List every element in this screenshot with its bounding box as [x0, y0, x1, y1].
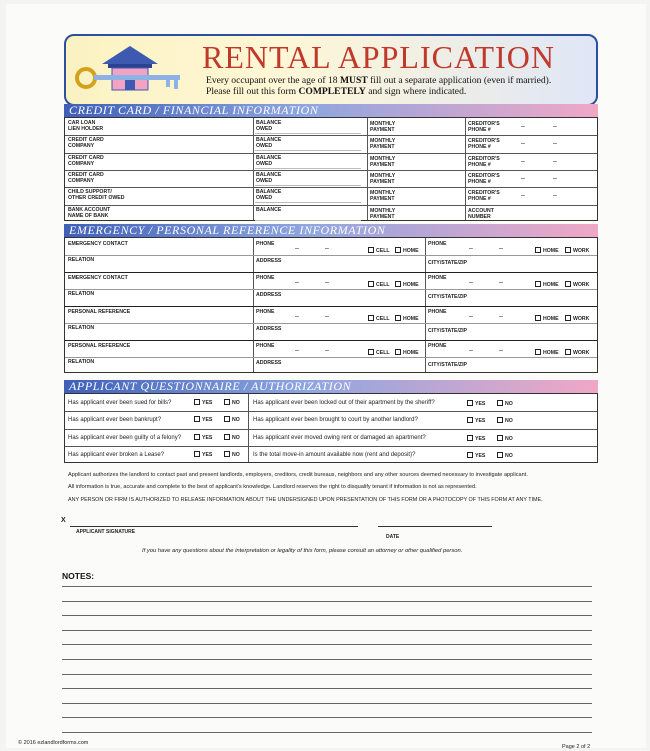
phone-dash: – — [469, 313, 473, 320]
credit-label: CREDIT CARD — [68, 154, 104, 161]
contact-name-label: PERSONAL REFERENCE — [68, 343, 131, 349]
checkbox-label: NO — [232, 400, 240, 406]
checkbox-label: HOME — [403, 350, 419, 356]
column-divider — [253, 238, 254, 372]
checkbox-label: HOME — [543, 282, 559, 288]
balance-label-2: OWED — [256, 160, 273, 167]
row-divider — [65, 153, 597, 154]
checkbox-label: YES — [475, 418, 486, 425]
checkbox-label: WORK — [573, 248, 590, 254]
checkbox-label: NO — [505, 418, 513, 425]
header-banner — [64, 34, 598, 106]
payment-label: MONTHLY — [370, 121, 396, 127]
creditor-label: CREDITOR'S — [468, 138, 500, 145]
balance-label: BALANCE — [256, 206, 282, 213]
phone-dash: – — [499, 279, 503, 286]
section-credit-header: CREDIT CARD / FINANCIAL INFORMATION — [64, 104, 598, 117]
checkbox-icon[interactable] — [467, 452, 473, 458]
phone-dash: – — [325, 347, 329, 354]
payment-label: MONTHLY — [370, 190, 396, 197]
phone-label-2: PHONE — [428, 241, 447, 247]
checkbox-label: HOME — [403, 316, 419, 322]
phone-dash: – — [553, 174, 557, 182]
payment-label: MONTHLY — [370, 207, 396, 214]
checkbox-icon[interactable] — [194, 434, 200, 440]
phone-label-2: PHONE — [428, 275, 447, 281]
balance-label-2: OWED — [256, 177, 273, 184]
checkbox-label: YES — [475, 401, 486, 407]
checkbox-label: WORK — [573, 316, 590, 322]
yes-checkbox[interactable] — [194, 416, 212, 424]
balance-label: BALANCE — [256, 120, 282, 126]
phone-label: PHONE — [256, 275, 275, 281]
question-left: Has applicant ever been guilty of a felony? — [68, 434, 182, 441]
contact-name-label: PERSONAL REFERENCE — [68, 309, 131, 315]
phone-dash: – — [553, 157, 557, 165]
checkbox-icon[interactable] — [194, 399, 200, 405]
home-checkbox[interactable] — [535, 315, 559, 323]
signature-label: APPLICANT SIGNATURE — [76, 529, 136, 535]
address-label: ADDRESS — [256, 258, 282, 264]
phone-label: PHONE — [256, 241, 275, 247]
work-checkbox[interactable] — [565, 247, 589, 255]
contact-name-label: EMERGENCY CONTACT — [68, 241, 128, 247]
checkbox-icon[interactable] — [535, 247, 541, 253]
notes-line[interactable] — [62, 717, 592, 718]
cell-checkbox[interactable] — [368, 247, 390, 255]
checkbox-label: WORK — [573, 282, 590, 288]
checkbox-label: YES — [475, 435, 486, 442]
credit-table — [64, 117, 598, 221]
relation-label: RELATION — [68, 291, 95, 297]
creditor-label: CREDITOR'S — [468, 172, 500, 179]
block-divider — [65, 272, 597, 273]
questionnaire-table — [64, 393, 598, 463]
notes-label: NOTES: — [62, 571, 95, 581]
credit-label: BANK ACCOUNT — [68, 206, 111, 213]
creditor-label-2: NUMBER — [468, 213, 491, 220]
credit-label: CREDIT CARD — [68, 171, 104, 178]
home-checkbox[interactable] — [535, 349, 559, 357]
row-divider — [65, 289, 597, 290]
row-divider — [65, 135, 597, 136]
phone-dash: – — [499, 245, 503, 252]
page-title: RENTAL APPLICATION — [202, 39, 555, 75]
checkbox-icon[interactable] — [467, 400, 473, 406]
phone-dash: – — [499, 347, 503, 354]
phone-dash: – — [521, 192, 525, 200]
payment-label-2: PAYMENT — [370, 213, 395, 220]
notes-line[interactable] — [62, 659, 592, 660]
phone-dash: – — [553, 140, 557, 148]
checkbox-label: YES — [202, 417, 213, 424]
no-checkbox[interactable] — [497, 400, 513, 408]
credit-label: CAR LOAN — [68, 120, 96, 126]
checkbox-label: YES — [202, 451, 213, 458]
payment-label: MONTHLY — [370, 138, 396, 145]
phone-label: PHONE — [256, 309, 275, 315]
row-divider — [65, 411, 597, 412]
cell-checkbox[interactable] — [368, 281, 390, 289]
balance-label: BALANCE — [256, 189, 282, 196]
home-checkbox[interactable] — [395, 315, 419, 323]
creditor-label: CREDITOR'S — [468, 155, 500, 162]
home-checkbox[interactable] — [395, 247, 419, 255]
checkbox-icon[interactable] — [497, 400, 503, 406]
creditor-label: CREDITOR'S — [468, 121, 500, 127]
creditor-label-2: PHONE # — [468, 161, 491, 168]
phone-dash: – — [521, 174, 525, 182]
page-number: Page 2 of 2 — [562, 744, 591, 750]
checkbox-icon[interactable] — [368, 247, 374, 253]
checkbox-label: YES — [202, 400, 213, 406]
balance-label-2: OWED — [256, 143, 273, 150]
row-divider — [65, 446, 597, 447]
checkbox-label: HOME — [543, 316, 559, 322]
checkbox-icon[interactable] — [224, 451, 230, 457]
balance-input[interactable] — [255, 202, 361, 203]
checkbox-label: CELL — [376, 248, 390, 254]
date-label: DATE — [386, 534, 400, 540]
notes-line[interactable] — [62, 601, 592, 602]
city-label: CITY/STATE/ZIP — [428, 294, 468, 300]
credit-label-2: OTHER CREDIT OWED — [68, 195, 125, 202]
row-divider — [65, 357, 597, 358]
credit-label: CREDIT CARD — [68, 137, 104, 144]
no-checkbox[interactable] — [224, 451, 240, 459]
yes-checkbox[interactable] — [194, 451, 212, 459]
question-right: Has applicant ever moved owing rent or damaged an apartment? — [253, 434, 426, 441]
block-divider — [65, 340, 597, 341]
checkbox-icon[interactable] — [224, 416, 230, 422]
no-checkbox[interactable] — [224, 416, 240, 424]
phone-dash: – — [325, 279, 329, 286]
notes-line[interactable] — [62, 586, 592, 587]
relation-label: RELATION — [68, 359, 95, 365]
section-emergency-header: EMERGENCY / PERSONAL REFERENCE INFORMATION — [64, 224, 598, 237]
payment-label-2: PAYMENT — [370, 178, 395, 185]
notes-line[interactable] — [62, 703, 592, 704]
phone-dash: – — [521, 157, 525, 165]
row-divider — [65, 323, 597, 324]
payment-label: MONTHLY — [370, 172, 396, 179]
checkbox-icon[interactable] — [497, 417, 503, 423]
checkbox-icon[interactable] — [497, 435, 503, 441]
payment-label-2: PAYMENT — [370, 144, 395, 151]
house-key-logo-icon — [72, 40, 192, 96]
phone-dash: – — [295, 279, 299, 286]
credit-label-2: LIEN HOLDER — [68, 126, 104, 132]
no-checkbox[interactable] — [497, 435, 513, 443]
auth-text-3: ANY PERSON OR FIRM IS AUTHORIZED TO RELEASE INFORMATION ABOUT THE UNDERSIGNED UPON PRESENTATION OF THIS FORM OR A PHOTOCOPY OF THIS FORM AT ANY TIME. — [68, 497, 543, 503]
checkbox-label: CELL — [376, 316, 390, 322]
column-divider — [425, 238, 426, 372]
credit-label: CHILD SUPPORT/ — [68, 189, 112, 196]
checkbox-label: NO — [505, 452, 513, 459]
block-divider — [65, 306, 597, 307]
question-right: Has applicant ever been brought to court by another landlord? — [253, 417, 418, 424]
balance-label: BALANCE — [256, 137, 282, 144]
notes-line[interactable] — [62, 630, 592, 631]
row-divider — [65, 429, 597, 430]
contact-table — [64, 237, 598, 373]
contact-name-label: EMERGENCY CONTACT — [68, 275, 128, 281]
payment-label: MONTHLY — [370, 155, 396, 162]
notes-line[interactable] — [62, 644, 592, 645]
signature-line[interactable] — [70, 526, 358, 527]
checkbox-label: CELL — [376, 282, 390, 288]
cell-checkbox[interactable] — [368, 349, 390, 357]
payment-label-2: PAYMENT — [370, 161, 395, 168]
checkbox-icon[interactable] — [194, 451, 200, 457]
checkbox-label: NO — [505, 435, 513, 442]
signature-x: X — [61, 517, 66, 524]
checkbox-label: NO — [505, 401, 513, 407]
phone-label-2: PHONE — [428, 309, 447, 315]
balance-input[interactable] — [255, 150, 361, 151]
phone-label: PHONE — [256, 343, 275, 349]
relation-label: RELATION — [68, 257, 95, 263]
row-divider — [65, 255, 597, 256]
checkbox-icon[interactable] — [497, 452, 503, 458]
balance-input[interactable] — [255, 168, 361, 169]
credit-label-2: COMPANY — [68, 177, 95, 184]
checkbox-icon[interactable] — [368, 281, 374, 287]
checkbox-icon[interactable] — [467, 417, 473, 423]
creditor-label-2: PHONE # — [468, 178, 491, 185]
yes-checkbox[interactable] — [467, 435, 485, 443]
credit-label-2: COMPANY — [68, 160, 95, 167]
checkbox-icon[interactable] — [565, 315, 571, 321]
creditor-label: CREDITOR'S — [468, 190, 500, 197]
address-label: ADDRESS — [256, 360, 282, 366]
phone-dash: – — [469, 245, 473, 252]
phone-dash: – — [553, 123, 557, 130]
phone-dash: – — [521, 140, 525, 148]
checkbox-icon[interactable] — [535, 349, 541, 355]
home-checkbox[interactable] — [535, 281, 559, 289]
phone-dash: – — [295, 347, 299, 354]
phone-label-2: PHONE — [428, 343, 447, 349]
checkbox-label: NO — [232, 417, 240, 424]
city-label: CITY/STATE/ZIP — [428, 362, 468, 368]
balance-input[interactable] — [255, 133, 361, 134]
yes-checkbox[interactable] — [194, 434, 212, 442]
disclaimer: If you have any questions about the interpretation or legality of this form, please consult an attorney or other qualified person. — [142, 548, 463, 554]
instructions: Every occupant over the age of 18 MUST fill out a separate application (even if married). Please fill out this form COMPLETELY and sign where indicated. — [206, 75, 552, 97]
question-left: Has applicant ever been bankrupt? — [68, 417, 162, 424]
yes-checkbox[interactable] — [467, 417, 485, 425]
checkbox-icon[interactable] — [565, 349, 571, 355]
notes-line[interactable] — [62, 674, 592, 675]
home-checkbox[interactable] — [395, 349, 419, 357]
notes-line[interactable] — [62, 732, 592, 733]
auth-text-1: Applicant authorizes the landlord to contact past and present landlords, employers, creditors, credit bureaus, neighbors and any other sources deemed necessary to investigate applicant. — [68, 472, 528, 478]
home-checkbox[interactable] — [535, 247, 559, 255]
cell-checkbox[interactable] — [368, 315, 390, 323]
checkbox-icon[interactable] — [395, 281, 401, 287]
row-divider — [65, 187, 597, 188]
row-divider — [65, 170, 597, 171]
checkbox-label: HOME — [403, 248, 419, 254]
checkbox-label: YES — [475, 452, 486, 459]
yes-checkbox[interactable] — [467, 452, 485, 460]
yes-checkbox[interactable] — [194, 399, 212, 407]
copyright: © 2016 ezlandlordforms.com — [18, 740, 89, 746]
phone-dash: – — [469, 347, 473, 354]
creditor-label: ACCOUNT — [468, 207, 494, 214]
phone-dash: – — [295, 245, 299, 252]
city-label: CITY/STATE/ZIP — [428, 328, 468, 334]
date-line[interactable] — [378, 526, 492, 527]
phone-dash: – — [295, 313, 299, 320]
relation-label: RELATION — [68, 325, 95, 331]
form-page — [6, 4, 646, 748]
phone-dash: – — [521, 123, 525, 130]
section-questionnaire-header: APPLICANT QUESTIONNAIRE / AUTHORIZATION — [64, 380, 598, 393]
checkbox-icon[interactable] — [565, 247, 571, 253]
balance-label: BALANCE — [256, 171, 282, 178]
question-left: Has applicant ever been sued for bills? — [68, 400, 172, 406]
address-label: ADDRESS — [256, 326, 282, 332]
no-checkbox[interactable] — [224, 399, 240, 407]
checkbox-label: HOME — [543, 350, 559, 356]
no-checkbox[interactable] — [497, 417, 513, 425]
checkbox-icon[interactable] — [224, 399, 230, 405]
balance-input[interactable] — [255, 220, 361, 221]
phone-dash: – — [325, 245, 329, 252]
no-checkbox[interactable] — [497, 452, 513, 460]
credit-label-2: NAME OF BANK — [68, 212, 109, 219]
balance-input[interactable] — [255, 185, 361, 186]
balance-label-2: OWED — [256, 195, 273, 202]
checkbox-icon[interactable] — [565, 281, 571, 287]
checkbox-label: HOME — [543, 248, 559, 254]
checkbox-label: YES — [202, 434, 213, 441]
notes-line[interactable] — [62, 688, 592, 689]
creditor-label-2: PHONE # — [468, 196, 491, 203]
creditor-label-2: PHONE # — [468, 127, 491, 133]
checkbox-icon[interactable] — [368, 349, 374, 355]
address-label: ADDRESS — [256, 292, 282, 298]
payment-label-2: PAYMENT — [370, 196, 395, 203]
credit-label-2: COMPANY — [68, 143, 95, 150]
checkbox-icon[interactable] — [395, 349, 401, 355]
checkbox-label: WORK — [573, 350, 590, 356]
yes-checkbox[interactable] — [467, 400, 485, 408]
notes-line[interactable] — [62, 615, 592, 616]
checkbox-label: NO — [232, 451, 240, 458]
checkbox-label: NO — [232, 434, 240, 441]
checkbox-icon[interactable] — [535, 281, 541, 287]
balance-label-2: OWED — [256, 126, 273, 132]
checkbox-icon[interactable] — [535, 315, 541, 321]
checkbox-icon[interactable] — [395, 315, 401, 321]
balance-label: BALANCE — [256, 154, 282, 161]
checkbox-icon[interactable] — [368, 315, 374, 321]
checkbox-label: CELL — [376, 350, 390, 356]
no-checkbox[interactable] — [224, 434, 240, 442]
city-label: CITY/STATE/ZIP — [428, 260, 468, 266]
creditor-label-2: PHONE # — [468, 144, 491, 151]
question-left: Has applicant ever broken a Lease? — [68, 451, 165, 458]
row-divider — [65, 205, 597, 206]
work-checkbox[interactable] — [565, 349, 589, 357]
phone-dash: – — [553, 192, 557, 200]
work-checkbox[interactable] — [565, 315, 589, 323]
auth-text-2: All information is true, accurate and complete to the best of applicant's knowledge. Landlord reserves the right to disqualify tenant if information is not as represented. — [68, 484, 477, 490]
phone-dash: – — [325, 313, 329, 320]
work-checkbox[interactable] — [565, 281, 589, 289]
payment-label-2: PAYMENT — [370, 127, 395, 133]
question-right: Is the total move-in amount available now (rent and deposit)? — [253, 451, 416, 458]
checkbox-icon[interactable] — [194, 416, 200, 422]
checkbox-icon[interactable] — [395, 247, 401, 253]
checkbox-icon[interactable] — [467, 435, 473, 441]
phone-dash: – — [469, 279, 473, 286]
phone-dash: – — [499, 313, 503, 320]
checkbox-icon[interactable] — [224, 434, 230, 440]
home-checkbox[interactable] — [395, 281, 419, 289]
question-right: Has applicant ever been locked out of their apartment by the sheriff? — [253, 400, 435, 406]
checkbox-label: HOME — [403, 282, 419, 288]
